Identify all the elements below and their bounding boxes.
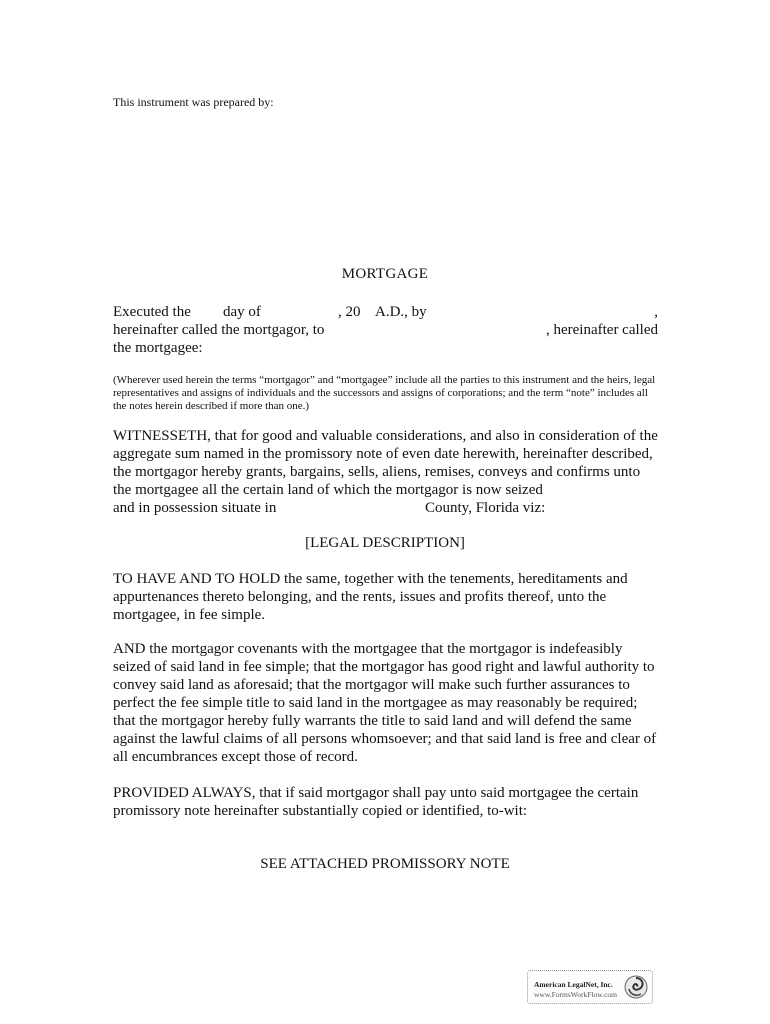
footer-logo [527,970,653,1004]
executed-the-text: Executed the [113,304,191,320]
called-mortgagee-text: , hereinafter called [545,322,658,338]
witnesseth-text: WITNESSETH, that for good and valuable considerations, and also in consideration of the aggregate sum named in the promissory note of even date herewith, hereinafter described, the mortgagor hereby grants, bargains, sells, aliens, remises, conveys and confirms unto the mortgagee all the certain land of which the mortgagor is now seized [113,428,658,498]
legal-description-placeholder: [LEGAL DESCRIPTION] [305,535,465,551]
the-mortgagee-text: the mortgagee: [113,340,203,356]
county-text: County, Florida viz: [425,500,546,516]
to-have-and-to-hold-paragraph: TO HAVE AND TO HOLD the same, together with the tenements, hereditaments and appurtenances thereto belonging, and the rents, issues and profits thereof, unto the mortgagee, in fee simple. [113,571,628,623]
provided-always-paragraph: PROVIDED ALWAYS, that if said mortgagor shall pay unto said mortgagee the certain promissory note hereinafter substantially copied or identified, to-wit: [113,785,639,819]
called-mortgagor-text: hereinafter called the mortgagor, to [113,322,325,338]
ad-by-text: A.D., by [375,304,427,320]
attached-note-heading: SEE ATTACHED PROMISSORY NOTE [260,856,510,872]
swirl-logo-icon [623,974,649,1000]
execution-clause [113,303,658,357]
comma-text: , [654,304,658,320]
footer-company: American LegalNet, Inc. [534,980,613,989]
witnesseth-paragraph [113,427,658,517]
definitions-paragraph: (Wherever used herein the terms “mortgagor” and “mortgagee” include all the parties to this instrument and the heirs, legal representatives and assigns of individuals and the successors and assigns of corporations; and the term “note” includes all the notes herein described if more than one.) [113,374,656,412]
document-title: MORTGAGE [341,266,429,282]
day-of-text: day of [223,304,261,320]
footer-url: www.FormsWorkFlow.com [534,990,618,999]
year-prefix-text: , 20 [338,304,361,320]
execution-line-2 [113,321,658,339]
prepared-by-label: This instrument was prepared by: [113,95,274,109]
situate-text: and in possession situate in [113,500,277,516]
witnesseth-situate-line [113,499,658,517]
execution-line-1 [113,303,658,321]
execution-line-3 [113,339,658,357]
covenant-paragraph: AND the mortgagor covenants with the mortgagee that the mortgagor is indefeasibly seized of said land in fee simple; that the mortgagor has good right and lawful authority to convey said land as aforesaid; that the mortgagor will make such further assurances to perfect the fee simple title to said land in the mortgagee as may reasonably be required; that the mortgagor hereby fully warrants the title to said land and will defend the same against the lawful claims of all persons whomsoever; and that said land is free and clear of all encumbrances except those of record. [113,641,657,765]
